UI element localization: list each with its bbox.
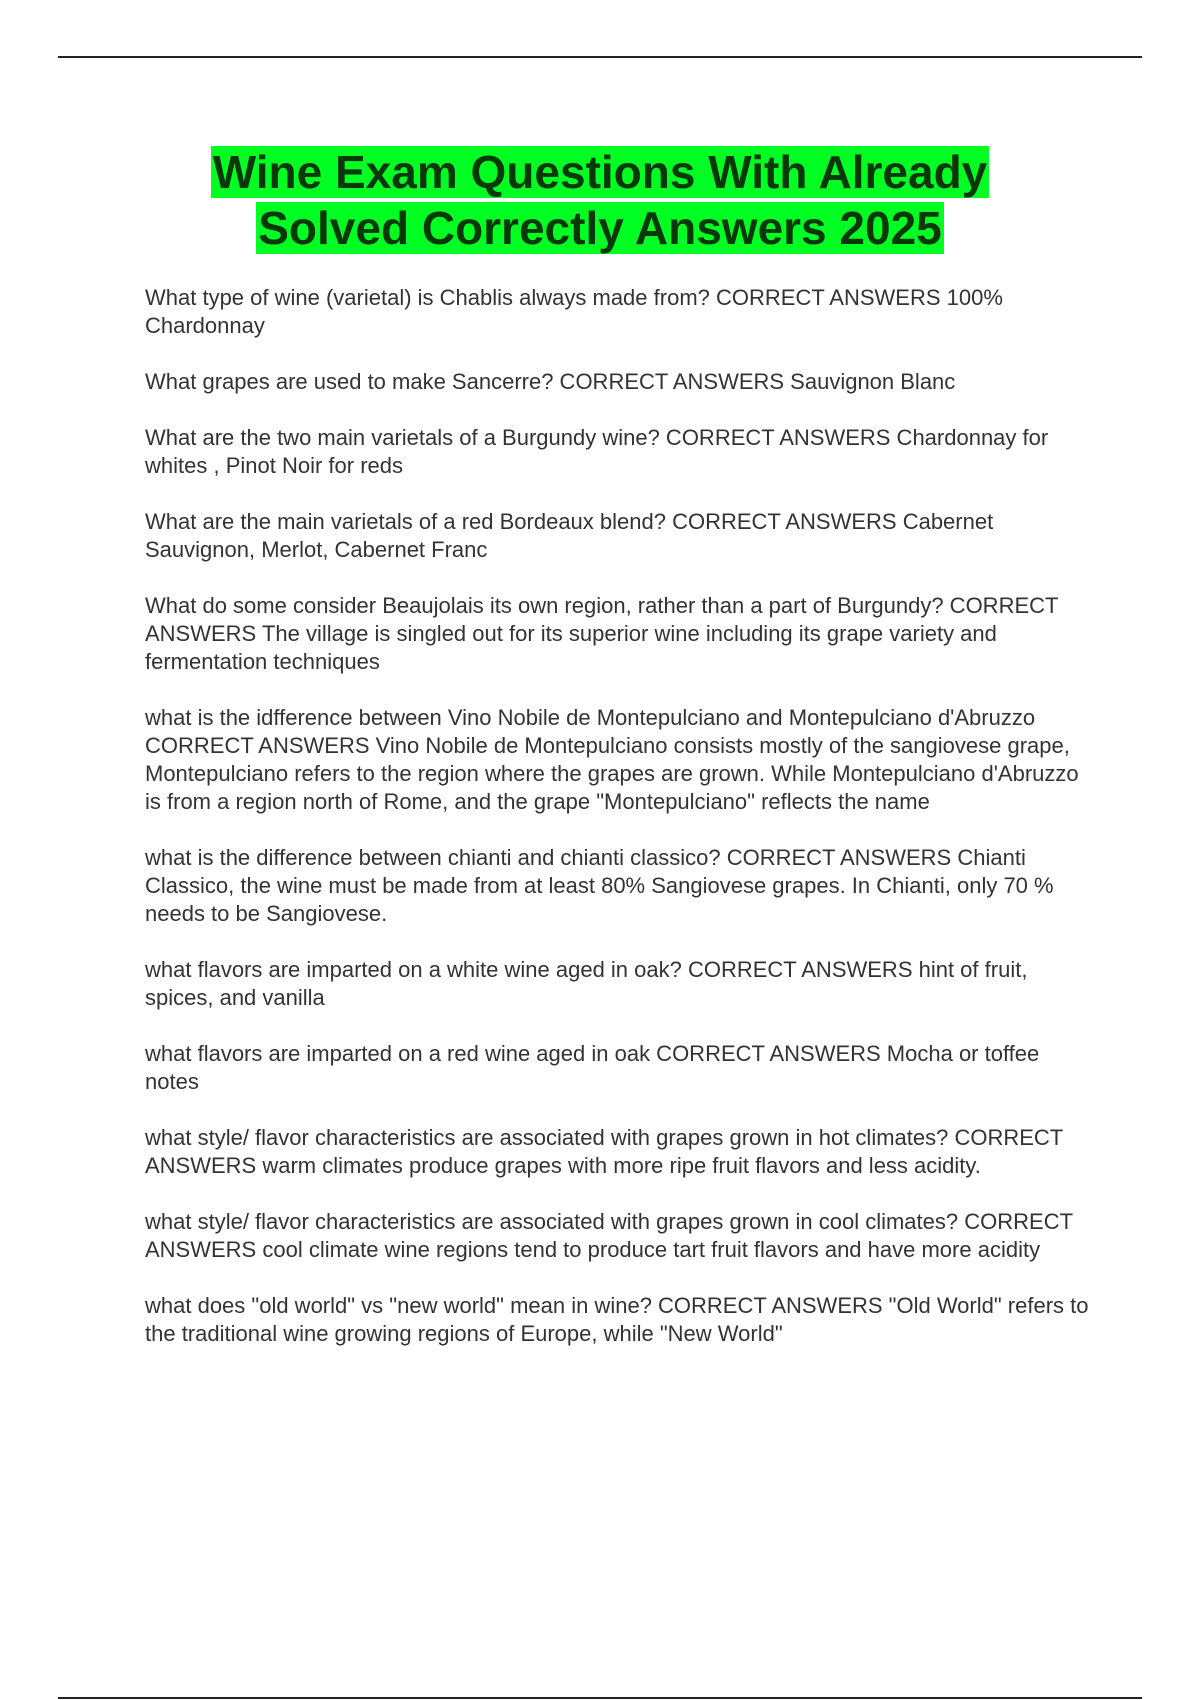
top-rule bbox=[58, 56, 1142, 58]
qa-item: what style/ flavor characteristics are associated with grapes grown in cool climates? CORRECT ANSWERS cool climate wine regions tend to produce tart fruit flavors and have more acidity bbox=[145, 1209, 1073, 1262]
qa-list bbox=[145, 284, 1095, 1376]
title-block bbox=[60, 144, 1140, 256]
qa-item: What do some consider Beaujolais its own region, rather than a part of Burgundy? CORRECT ANSWERS The village is singled out for its superior wine including its grape variety and fermentation techniques bbox=[145, 593, 1059, 674]
page-title bbox=[60, 144, 1140, 256]
title-line-2: Solved Correctly Answers 2025 bbox=[258, 202, 942, 254]
qa-item: what does "old world" vs "new world" mean in wine? CORRECT ANSWERS "Old World" refers to the traditional wine growing regions of Europe, while "New World" bbox=[145, 1293, 1089, 1346]
title-line-1: Wine Exam Questions With Already bbox=[212, 146, 988, 198]
qa-item: What grapes are used to make Sancerre? CORRECT ANSWERS Sauvignon Blanc bbox=[145, 369, 956, 394]
qa-item: What are the main varietals of a red Bordeaux blend? CORRECT ANSWERS Cabernet Sauvignon, Merlot, Cabernet Franc bbox=[145, 509, 994, 562]
qa-item: what flavors are imparted on a red wine aged in oak CORRECT ANSWERS Mocha or toffee notes bbox=[145, 1041, 1040, 1094]
qa-item: What are the two main varietals of a Burgundy wine? CORRECT ANSWERS Chardonnay for whites , Pinot Noir for reds bbox=[145, 425, 1049, 478]
qa-item: What type of wine (varietal) is Chablis always made from? CORRECT ANSWERS 100% Chardonnay bbox=[145, 285, 1003, 338]
qa-item: what flavors are imparted on a white wine aged in oak? CORRECT ANSWERS hint of fruit, spices, and vanilla bbox=[145, 957, 1028, 1010]
qa-item: what style/ flavor characteristics are associated with grapes grown in hot climates? CORRECT ANSWERS warm climates produce grapes with more ripe fruit flavors and less acidity. bbox=[145, 1125, 1063, 1178]
qa-item: what is the idfference between Vino Nobile de Montepulciano and Montepulciano d'Abruzzo CORRECT ANSWERS Vino Nobile de Montepulciano consists mostly of the sangiovese grape, Montepulciano refers to the region where the grapes are grown. While Montepulciano d'Abruzzo is from a region north of Rome, and the grape "Montepulciano" reflects the name bbox=[145, 705, 1079, 814]
bottom-rule bbox=[58, 1697, 1142, 1699]
qa-item: what is the difference between chianti and chianti classico? CORRECT ANSWERS Chianti Classico, the wine must be made from at least 80% Sangiovese grapes. In Chianti, only 70 % needs to be Sangiovese. bbox=[145, 845, 1054, 926]
